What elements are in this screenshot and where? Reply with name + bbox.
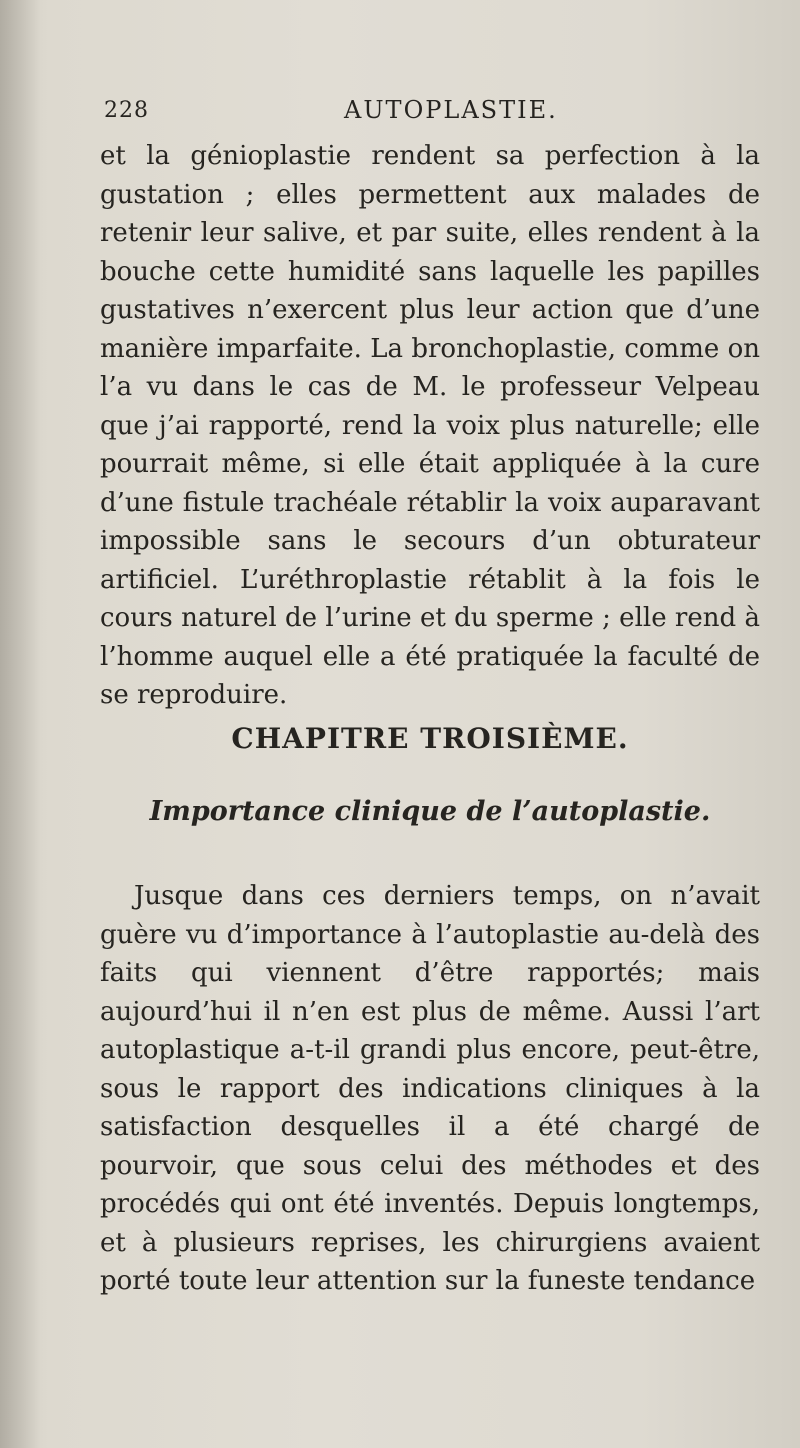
body-paragraph-1-block	[100, 137, 760, 715]
page-spine-shadow	[0, 0, 40, 1448]
page-number: 228	[104, 98, 149, 123]
page-header	[104, 96, 754, 132]
body-paragraph-2-block	[100, 877, 760, 1301]
chapter-heading: CHAPITRE TROISIÈME.	[231, 722, 629, 755]
chapter-subtitle: Importance clinique de l’autoplastie.	[149, 796, 711, 827]
body-paragraph: Jusque dans ces derniers temps, on n’avait guère vu d’importance à l’autoplastie au-delà des faits qui viennent d’être rapportés; mais aujourd’hui il n’en est plus de même. Aussi l’art autoplastique a-t-il grandi plus encore, peut-être, sous le rapport des indications cliniques à la satisfaction desquelles il a été chargé de pourvoir, que sous celui des méthodes et des procédés qui ont été inventés. Depuis longtemps, et à plusieurs reprises, les chirurgiens avaient porté toute leur attention sur la funeste tendance	[100, 881, 760, 1296]
body-paragraph: et la génioplastie rendent sa perfection à la gustation ; elles permettent aux malades de retenir leur salive, et par suite, elles rendent à la bouche cette humidité sans laquelle les papilles gustatives n’exercent plus leur action que d’une manière imparfaite. La bronchoplastie, comme on l’a vu dans le cas de M. le professeur Velpeau que j’ai rapporté, rend la voix plus naturelle; elle pourrait même, si elle était appliquée à la cure d’une fistule trachéale rétablir la voix auparavant impossible sans le secours d’un obturateur artificiel. L’uréthroplastie rétablit à la fois le cours naturel de l’urine et du sperme ; elle rend à l’homme auquel elle a été pratiquée la faculté de se reproduire.	[100, 141, 760, 710]
running-title: AUTOPLASTIE.	[344, 96, 558, 124]
